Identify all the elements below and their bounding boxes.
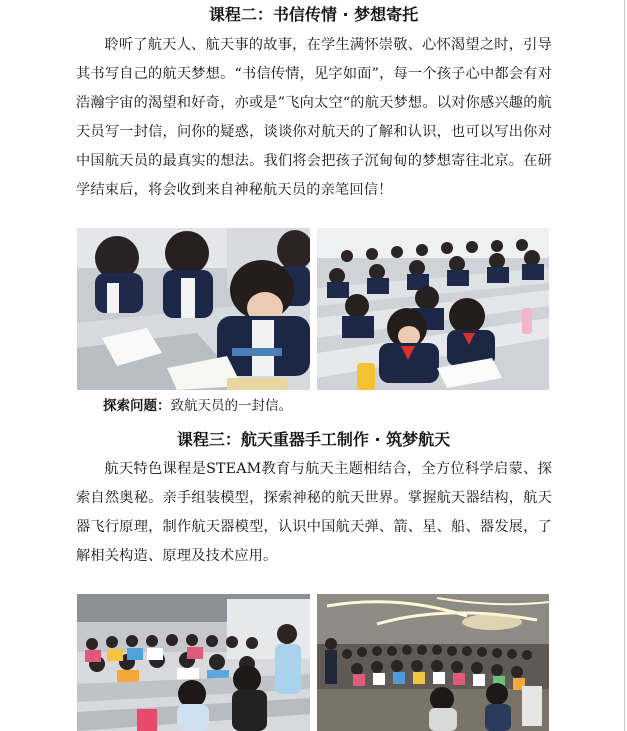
- section2-paragraph: [76, 31, 552, 205]
- section2-heading: 课程二：书信传情 · 梦想寄托: [208, 5, 419, 24]
- teacher-guiding-model-building-photo: [77, 594, 310, 731]
- caption-text: 致航天员的一封信。: [170, 398, 292, 414]
- section3-paragraph-text: 航天特色课程是STEAM教育与航天主题相结合，全方位科学启蒙、探索自然奥秘。亲手组装模型，探索神秘的航天世界。掌握航天器结构，航天器飞行原理，制作航天器模型，认识中国航天弹、箭、星、船、器发展，了解相关构造、原理及技术应用。: [76, 461, 552, 564]
- students-writing-letters-photo: [77, 228, 310, 390]
- classroom-letter-writing-photo: [317, 228, 549, 390]
- section3-paragraph: [76, 455, 552, 571]
- section2-paragraph-text: 聆听了航天人、航天事的故事，在学生满怀崇敬、心怀渴望之时，引导其书写自己的航天梦想。“书信传情，见字如面”，每一个孩子心中都会有对浩瀚宇宙的渴望和好奇，亦或是”飞向太空“的航天梦想。以对你感兴趣的航天员写一封信，问你的疑惑，谈谈你对航天的了解和认识，也可以写出你对中国航天员的最真实的想法。我们将会把孩子沉甸甸的梦想寄往北京。在研学结束后，将会收到来自神秘航天员的亲笔回信！: [76, 37, 552, 198]
- page-right-border: [624, 0, 625, 731]
- section3-heading: 课程三：航天重器手工制作 · 筑梦航天: [176, 430, 451, 449]
- caption-label: 探索问题：: [103, 398, 171, 414]
- photo-caption: [103, 396, 292, 416]
- hall-model-making-photo: [317, 594, 549, 731]
